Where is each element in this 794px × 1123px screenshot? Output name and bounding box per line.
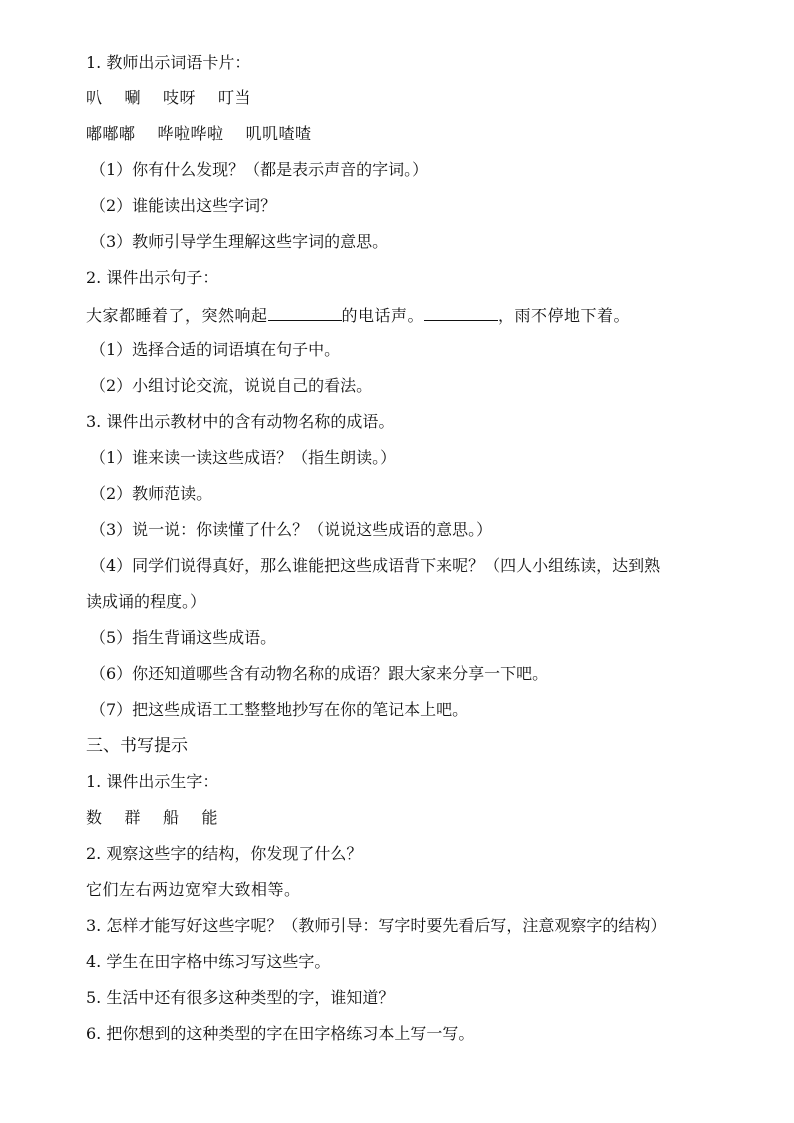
sound-word: 唰 <box>124 88 142 107</box>
item3-question-6: （6）你还知道哪些含有动物名称的成语？跟大家来分享一下吧。 <box>90 664 549 683</box>
sound-words-row1 <box>86 88 251 108</box>
section3-item2-answer: 它们左右两边宽窄大致相等。 <box>86 880 301 899</box>
item3-question-4-line2: 读成诵的程度。） <box>86 592 207 611</box>
sentence-part-3: ，雨不停地下着。 <box>498 306 631 325</box>
new-character: 能 <box>201 808 219 827</box>
item3-question-7: （7）把这些成语工工整整地抄写在你的笔记本上吧。 <box>90 700 469 719</box>
item2-title: 2. 课件出示句子： <box>86 268 219 287</box>
new-characters-row <box>86 808 218 828</box>
section3-item4: 4. 学生在田字格中练习写这些字。 <box>86 952 331 971</box>
section3-item1-title: 1. 课件出示生字： <box>86 772 219 791</box>
answer-blank-1[interactable] <box>268 304 342 321</box>
sentence-part-1: 大家都睡着了，突然响起 <box>86 306 268 325</box>
sound-word: 叽叽喳喳 <box>245 124 312 143</box>
new-character: 数 <box>86 808 103 827</box>
sentence-part-2: 的电话声。 <box>341 306 425 325</box>
item1-question-2: （2）谁能读出这些字词？ <box>90 196 277 215</box>
item3-question-2: （2）教师范读。 <box>90 484 213 503</box>
section3-item5: 5. 生活中还有很多这种类型的字，谁知道？ <box>86 988 395 1007</box>
section3-item6: 6. 把你想到的这种类型的字在田字格练习本上写一写。 <box>86 1024 475 1043</box>
new-character: 群 <box>124 808 142 827</box>
sound-word: 吱呀 <box>163 88 197 107</box>
sound-word: 叮当 <box>218 88 252 107</box>
sound-word: 哗啦哗啦 <box>157 124 224 143</box>
fill-in-sentence <box>86 304 630 326</box>
item3-title: 3. 课件出示教材中的含有动物名称的成语。 <box>86 412 395 431</box>
item1-title: 1. 教师出示词语卡片： <box>86 53 251 72</box>
answer-blank-2[interactable] <box>424 304 498 321</box>
item2-question-1: （1）选择合适的词语填在句子中。 <box>90 340 341 359</box>
section3-heading: 三、书写提示 <box>86 736 188 756</box>
new-character: 船 <box>163 808 180 827</box>
sound-words-row2 <box>86 124 312 144</box>
section3-item3: 3. 怎样才能写好这些字呢？（教师引导：写字时要先看后写，注意观察字的结构） <box>86 916 667 935</box>
sound-word: 叭 <box>86 88 103 107</box>
item2-question-2: （2）小组讨论交流，说说自己的看法。 <box>90 376 373 395</box>
item3-question-5: （5）指生背诵这些成语。 <box>90 628 277 647</box>
section3-item2-title: 2. 观察这些字的结构，你发现了什么？ <box>86 844 363 863</box>
item3-question-3: （3）说一说：你读懂了什么？（说说这些成语的意思。） <box>90 520 493 539</box>
sound-word: 嘟嘟嘟 <box>86 124 136 143</box>
item3-question-4-line1: （4）同学们说得真好，那么谁能把这些成语背下来呢？（四人小组练读，达到熟 <box>90 556 661 575</box>
item1-question-1: （1）你有什么发现？（都是表示声音的字词。） <box>90 160 429 179</box>
item3-question-1: （1）谁来读一读这些成语？（指生朗读。） <box>90 448 397 467</box>
item1-question-3: （3）教师引导学生理解这些字词的意思。 <box>90 232 389 251</box>
